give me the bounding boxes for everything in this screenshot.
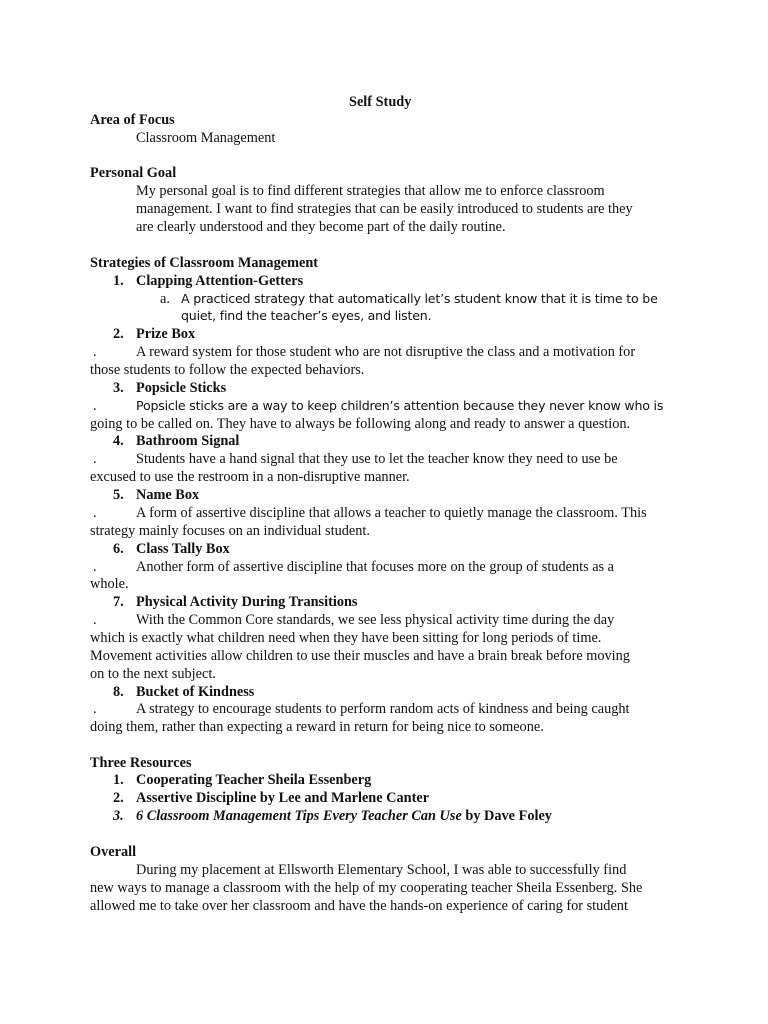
bullet-marker: . (93, 701, 97, 717)
strategy-line: excused to use the restroom in a non-disruptive manner. (90, 469, 410, 485)
strategy-line: strategy mainly focuses on an individual student. (90, 523, 370, 539)
strategy-line: on to the next subject. (90, 666, 216, 682)
bullet-marker: . (93, 451, 97, 467)
strategy-line: going to be called on. They have to always be following along and ready to answer a question. (90, 416, 631, 432)
resource-item: Assertive Discipline by Lee and Marlene Canter (136, 790, 430, 806)
document-title: Self Study (349, 94, 412, 110)
strategy-title: Prize Box (136, 326, 196, 342)
list-number: 3. (113, 808, 124, 824)
paragraph-line: new ways to manage a classroom with the help of my cooperating teacher Sheila Essenberg. She (90, 880, 643, 896)
paragraph-line: allowed me to take over her classroom and have the hands-on experience of caring for student (90, 898, 628, 914)
sub-list-marker: a. (160, 291, 170, 307)
bullet-marker: . (93, 559, 97, 575)
strategy-line: A form of assertive discipline that allows a teacher to quietly manage the classroom. This (136, 505, 647, 521)
paragraph-line: My personal goal is to find different strategies that allow me to enforce classroom (136, 183, 605, 199)
list-number: 6. (113, 541, 124, 557)
area-of-focus-heading: Area of Focus (90, 112, 175, 128)
personal-goal-heading: Personal Goal (90, 165, 177, 181)
area-of-focus-value: Classroom Management (136, 130, 276, 146)
strategy-line: A strategy to encourage students to perform random acts of kindness and being caught (136, 701, 630, 717)
strategy-line: A practiced strategy that automatically let’s student know that it is time to be (181, 291, 658, 306)
strategy-line: Another form of assertive discipline that focuses more on the group of students as a (136, 559, 615, 575)
strategy-line: which is exactly what children need when they have been sitting for long periods of time. (90, 630, 602, 646)
list-number: 4. (113, 433, 124, 449)
strategy-line: whole. (90, 576, 129, 592)
bullet-marker: . (93, 344, 97, 360)
strategy-line: those students to follow the expected behaviors. (90, 362, 365, 378)
list-number: 3. (113, 380, 124, 396)
strategy-line: doing them, rather than expecting a reward in return for being nice to someone. (90, 719, 544, 735)
list-number: 8. (113, 684, 124, 700)
strategy-title: Physical Activity During Transitions (136, 594, 358, 610)
list-number: 2. (113, 790, 124, 806)
resource-book-title: 6 Classroom Management Tips Every Teacher Can Use (136, 808, 462, 824)
strategy-line: Popsicle sticks are a way to keep children’s attention because they never know who is (136, 398, 664, 413)
paragraph-line: management. I want to find strategies that can be easily introduced to students are they (136, 201, 633, 217)
resource-item: Cooperating Teacher Sheila Essenberg (136, 772, 372, 788)
strategy-title: Popsicle Sticks (136, 380, 227, 396)
list-number: 1. (113, 273, 124, 289)
strategy-line: quiet, find the teacher’s eyes, and listen. (181, 308, 432, 323)
list-number: 7. (113, 594, 124, 610)
bullet-marker: . (93, 505, 97, 521)
strategy-title: Class Tally Box (136, 541, 230, 557)
resource-author: by Dave Foley (461, 808, 552, 824)
resources-heading: Three Resources (90, 755, 192, 771)
bullet-marker: . (93, 612, 97, 628)
resource-item (136, 807, 552, 825)
strategy-line: Students have a hand signal that they use to let the teacher know they need to use be (136, 451, 618, 467)
strategy-line: Movement activities allow children to use their muscles and have a brain break before moving (90, 648, 630, 664)
strategy-title: Bucket of Kindness (136, 684, 255, 700)
list-number: 5. (113, 487, 124, 503)
strategy-title: Name Box (136, 487, 200, 503)
overall-heading: Overall (90, 844, 137, 860)
strategies-heading: Strategies of Classroom Management (90, 255, 319, 271)
strategy-line: With the Common Core standards, we see less physical activity time during the day (136, 612, 615, 628)
list-number: 1. (113, 772, 124, 788)
strategy-title: Clapping Attention-Getters (136, 273, 304, 289)
strategy-title: Bathroom Signal (136, 433, 240, 449)
strategy-line: A reward system for those student who are not disruptive the class and a motivation for (136, 344, 636, 360)
paragraph-line: are clearly understood and they become part of the daily routine. (136, 219, 506, 235)
list-number: 2. (113, 326, 124, 342)
paragraph-line: During my placement at Ellsworth Elementary School, I was able to successfully find (136, 862, 627, 878)
bullet-marker: . (93, 398, 97, 414)
